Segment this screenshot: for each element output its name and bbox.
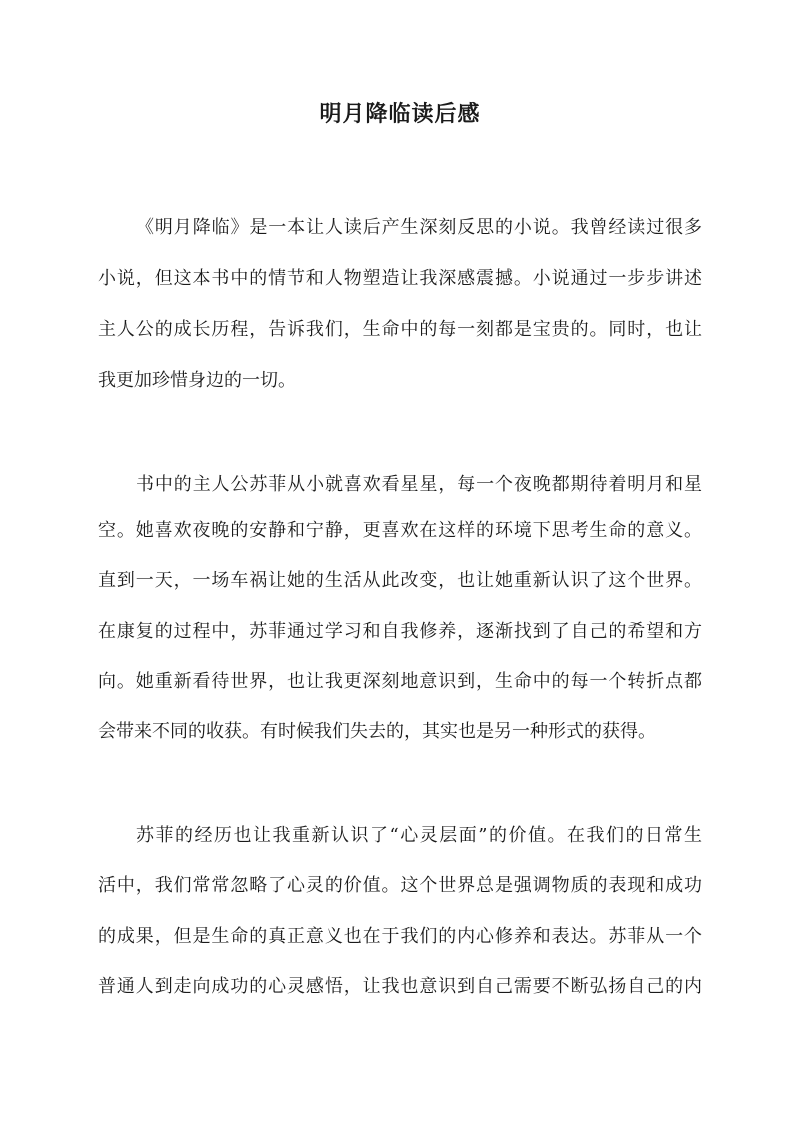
paragraph-1-line-1: 《明月降临》是一本让人读后产生深刻反思的小说。我曾经读过很多 bbox=[136, 217, 702, 238]
paragraph-2-line-2: 空。她喜欢夜晚的安静和宁静，更喜欢在这样的环境下思考生命的意义。 bbox=[98, 520, 702, 541]
paragraph-2-line-5: 向。她重新看待世界，也让我更深刻地意识到，生命中的每一个转折点都 bbox=[98, 671, 702, 692]
paragraph-2-line-4: 在康复的过程中，苏菲通过学习和自我修养，逐渐找到了自己的希望和方 bbox=[98, 621, 702, 642]
paragraph-1-line-4: 我更加珍惜身边的一切。 bbox=[98, 370, 296, 391]
paragraph-2-line-1: 书中的主人公苏菲从小就喜欢看星星，每一个夜晚都期待着明月和星 bbox=[136, 474, 702, 495]
paragraph-3-line-3: 的成果，但是生命的真正意义也在于我们的内心修养和表达。苏菲从一个 bbox=[98, 926, 702, 947]
document-title: 明月降临读后感 bbox=[319, 101, 481, 127]
paragraph-1-line-3: 主人公的成长历程，告诉我们，生命中的每一刻都是宝贵的。同时，也让 bbox=[98, 319, 702, 340]
paragraph-3-line-4: 普通人到走向成功的心灵感悟，让我也意识到自己需要不断弘扬自己的内 bbox=[98, 976, 702, 997]
paragraph-3-line-1: 苏菲的经历也让我重新认识了“心灵层面”的价值。在我们的日常生 bbox=[136, 825, 702, 846]
paragraph-2-line-6: 会带来不同的收获。有时候我们失去的，其实也是另一种形式的获得。 bbox=[98, 721, 656, 742]
paragraph-3-line-2: 活中，我们常常忽略了心灵的价值。这个世界总是强调物质的表现和成功 bbox=[98, 875, 702, 896]
paragraph-1-line-2: 小说，但这本书中的情节和人物塑造让我深感震撼。小说通过一步步讲述 bbox=[98, 268, 702, 289]
paragraph-2-line-3: 直到一天，一场车祸让她的生活从此改变，也让她重新认识了这个世界。 bbox=[98, 570, 702, 591]
